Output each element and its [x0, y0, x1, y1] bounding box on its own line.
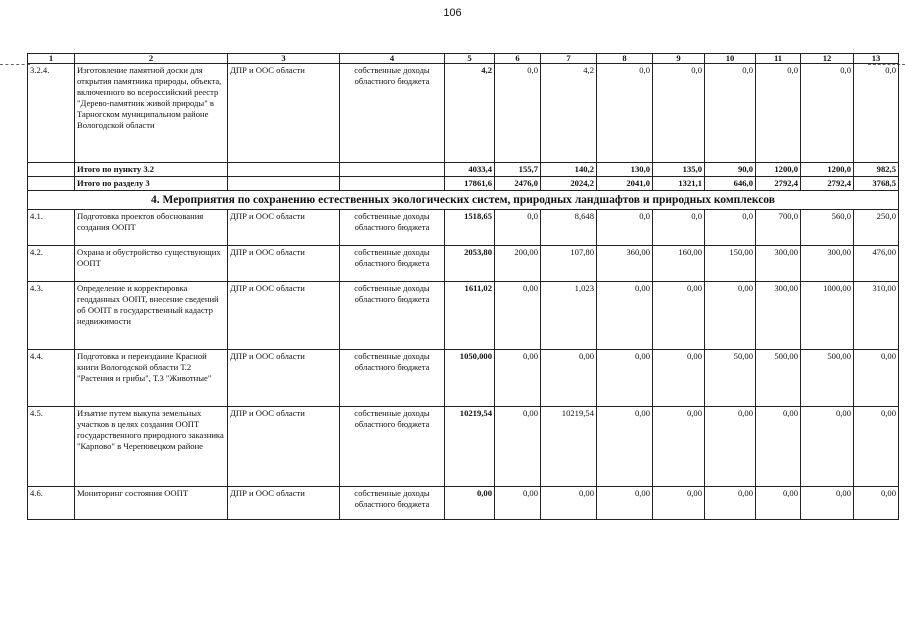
amount-cell: 0,00: [653, 350, 705, 407]
amount-cell: 1200,0: [756, 163, 801, 177]
item-description: Мониторинг состояния ООПТ: [75, 487, 228, 520]
amount-cell: 0,00: [705, 407, 756, 487]
amount-cell: 0,00: [597, 282, 653, 350]
amount-cell: 360,00: [597, 246, 653, 282]
amount-cell: 0,00: [705, 282, 756, 350]
col-header: 6: [495, 54, 541, 64]
amount-cell: 3768,5: [854, 177, 899, 191]
table-row: [28, 487, 899, 520]
table-body: [28, 54, 899, 520]
amount-cell: 300,00: [756, 246, 801, 282]
col-header: 12: [801, 54, 854, 64]
amount-cell: 500,00: [756, 350, 801, 407]
amount-cell: 90,0: [705, 163, 756, 177]
amount-cell: 1050,000: [445, 350, 495, 407]
item-number: 4.3.: [28, 282, 75, 350]
amount-cell: 0,00: [597, 487, 653, 520]
amount-cell: 0,0: [801, 64, 854, 163]
amount-cell: 0,00: [541, 350, 597, 407]
amount-cell: 140,2: [541, 163, 597, 177]
funding-source: собственные доходы областного бюджета: [340, 64, 445, 163]
amount-cell: 1,023: [541, 282, 597, 350]
item-number: 4.1.: [28, 210, 75, 246]
funding-source: собственные доходы областного бюджета: [340, 246, 445, 282]
amount-cell: 0,0: [705, 210, 756, 246]
amount-cell: 135,0: [653, 163, 705, 177]
amount-cell: 0,00: [495, 282, 541, 350]
col-header: 13: [854, 54, 899, 64]
amount-cell: 1321,1: [653, 177, 705, 191]
responsible-executor: ДПР и ООС области: [228, 246, 340, 282]
amount-cell: 300,00: [756, 282, 801, 350]
amount-cell: 0,00: [653, 282, 705, 350]
responsible-executor: ДПР и ООС области: [228, 487, 340, 520]
col-header: 7: [541, 54, 597, 64]
section-heading-row: [28, 191, 899, 210]
funding-source: [340, 177, 445, 191]
item-description: Охрана и обустройство существующих ООПТ: [75, 246, 228, 282]
amount-cell: 250,0: [854, 210, 899, 246]
table-row: [28, 246, 899, 282]
amount-cell: 200,00: [495, 246, 541, 282]
amount-cell: 0,00: [854, 350, 899, 407]
amount-cell: 0,0: [495, 210, 541, 246]
amount-cell: 0,00: [653, 487, 705, 520]
amount-cell: 0,00: [495, 487, 541, 520]
amount-cell: 1200,0: [801, 163, 854, 177]
page-number: 106: [443, 7, 462, 19]
amount-cell: 2041,0: [597, 177, 653, 191]
amount-cell: 4,2: [445, 64, 495, 163]
amount-cell: 310,00: [854, 282, 899, 350]
amount-cell: 4,2: [541, 64, 597, 163]
amount-cell: 150,00: [705, 246, 756, 282]
item-description: Изготовление памятной доски для открытия памятника природы, объекта, включенного во всероссийский реестр "Дерево-памятник живой природы" в Тарногском муниципальном районе Вологодской области: [75, 64, 228, 163]
item-description: Подготовка проектов обоснования создания ООПТ: [75, 210, 228, 246]
amount-cell: 500,00: [801, 350, 854, 407]
responsible-executor: [228, 163, 340, 177]
item-description: Изъятие путем выкупа земельных участков в целях создания ООПТ государственного природного заказника "Карпово" в Череповецком районе: [75, 407, 228, 487]
amount-cell: 0,00: [495, 407, 541, 487]
amount-cell: 1518,65: [445, 210, 495, 246]
amount-cell: 0,00: [801, 407, 854, 487]
responsible-executor: ДПР и ООС области: [228, 282, 340, 350]
amount-cell: 8,648: [541, 210, 597, 246]
funding-source: собственные доходы областного бюджета: [340, 350, 445, 407]
table-row: [28, 407, 899, 487]
item-number: 4.6.: [28, 487, 75, 520]
col-header: 5: [445, 54, 495, 64]
amount-cell: 2476,0: [495, 177, 541, 191]
amount-cell: 0,00: [541, 487, 597, 520]
amount-cell: 0,0: [653, 64, 705, 163]
item-number: [28, 177, 75, 191]
item-description: Итого по разделу 3: [75, 177, 228, 191]
item-description: Определение и корректировка геодданных ООПТ, внесение сведений об ООПТ в государственный кадастр недвижимости: [75, 282, 228, 350]
col-header: 3: [228, 54, 340, 64]
amount-cell: 155,7: [495, 163, 541, 177]
total-row: [28, 163, 899, 177]
responsible-executor: ДПР и ООС области: [228, 210, 340, 246]
budget-table: [27, 53, 899, 520]
col-header: 1: [28, 54, 75, 64]
amount-cell: 10219,54: [541, 407, 597, 487]
amount-cell: 0,00: [495, 350, 541, 407]
amount-cell: 0,0: [705, 64, 756, 163]
amount-cell: 160,00: [653, 246, 705, 282]
amount-cell: 2792,4: [756, 177, 801, 191]
amount-cell: 0,0: [495, 64, 541, 163]
amount-cell: 300,00: [801, 246, 854, 282]
funding-source: собственные доходы областного бюджета: [340, 487, 445, 520]
amount-cell: 560,0: [801, 210, 854, 246]
responsible-executor: ДПР и ООС области: [228, 407, 340, 487]
amount-cell: 10219,54: [445, 407, 495, 487]
amount-cell: 107,80: [541, 246, 597, 282]
amount-cell: 17861,6: [445, 177, 495, 191]
col-header: 8: [597, 54, 653, 64]
table-row: [28, 350, 899, 407]
item-number: [28, 163, 75, 177]
amount-cell: 0,00: [854, 487, 899, 520]
responsible-executor: ДПР и ООС области: [228, 350, 340, 407]
amount-cell: 0,00: [597, 407, 653, 487]
amount-cell: 0,0: [756, 64, 801, 163]
funding-source: [340, 163, 445, 177]
amount-cell: 0,00: [705, 487, 756, 520]
amount-cell: 0,00: [756, 487, 801, 520]
amount-cell: 2792,4: [801, 177, 854, 191]
col-header: 11: [756, 54, 801, 64]
item-number: 3.2.4.: [28, 64, 75, 163]
item-description: Подготовка и переиздание Красной книги Вологодской области Т.2 "Растения и грибы", Т.3 "Животные": [75, 350, 228, 407]
amount-cell: 0,0: [597, 210, 653, 246]
amount-cell: 4033,4: [445, 163, 495, 177]
item-description: Итого по пункту 3.2: [75, 163, 228, 177]
item-number: 4.4.: [28, 350, 75, 407]
amount-cell: 0,00: [597, 350, 653, 407]
amount-cell: 2053,80: [445, 246, 495, 282]
responsible-executor: ДПР и ООС области: [228, 64, 340, 163]
col-header: 4: [340, 54, 445, 64]
amount-cell: 2024,2: [541, 177, 597, 191]
total-row: [28, 177, 899, 191]
item-number: 4.5.: [28, 407, 75, 487]
table-row: [28, 64, 899, 163]
col-header: 2: [75, 54, 228, 64]
table-row: [28, 210, 899, 246]
col-header: 9: [653, 54, 705, 64]
col-header: 10: [705, 54, 756, 64]
table-row: [28, 282, 899, 350]
amount-cell: 1611,02: [445, 282, 495, 350]
amount-cell: 982,5: [854, 163, 899, 177]
amount-cell: 0,00: [653, 407, 705, 487]
item-number: 4.2.: [28, 246, 75, 282]
amount-cell: 50,00: [705, 350, 756, 407]
amount-cell: 130,0: [597, 163, 653, 177]
funding-source: собственные доходы областного бюджета: [340, 210, 445, 246]
amount-cell: 700,0: [756, 210, 801, 246]
cut-line-left: [0, 64, 30, 65]
amount-cell: 476,00: [854, 246, 899, 282]
amount-cell: 0,0: [854, 64, 899, 163]
amount-cell: 0,0: [597, 64, 653, 163]
amount-cell: 0,00: [445, 487, 495, 520]
amount-cell: 0,0: [653, 210, 705, 246]
section-title: 4. Мероприятия по сохранению естественных экологических систем, природных ландшафтов и природных комплексов: [28, 191, 899, 210]
funding-source: собственные доходы областного бюджета: [340, 407, 445, 487]
amount-cell: 0,00: [854, 407, 899, 487]
amount-cell: 646,0: [705, 177, 756, 191]
funding-source: собственные доходы областного бюджета: [340, 282, 445, 350]
amount-cell: 0,00: [756, 407, 801, 487]
amount-cell: 0,00: [801, 487, 854, 520]
column-number-row: [28, 54, 899, 64]
amount-cell: 1000,00: [801, 282, 854, 350]
responsible-executor: [228, 177, 340, 191]
